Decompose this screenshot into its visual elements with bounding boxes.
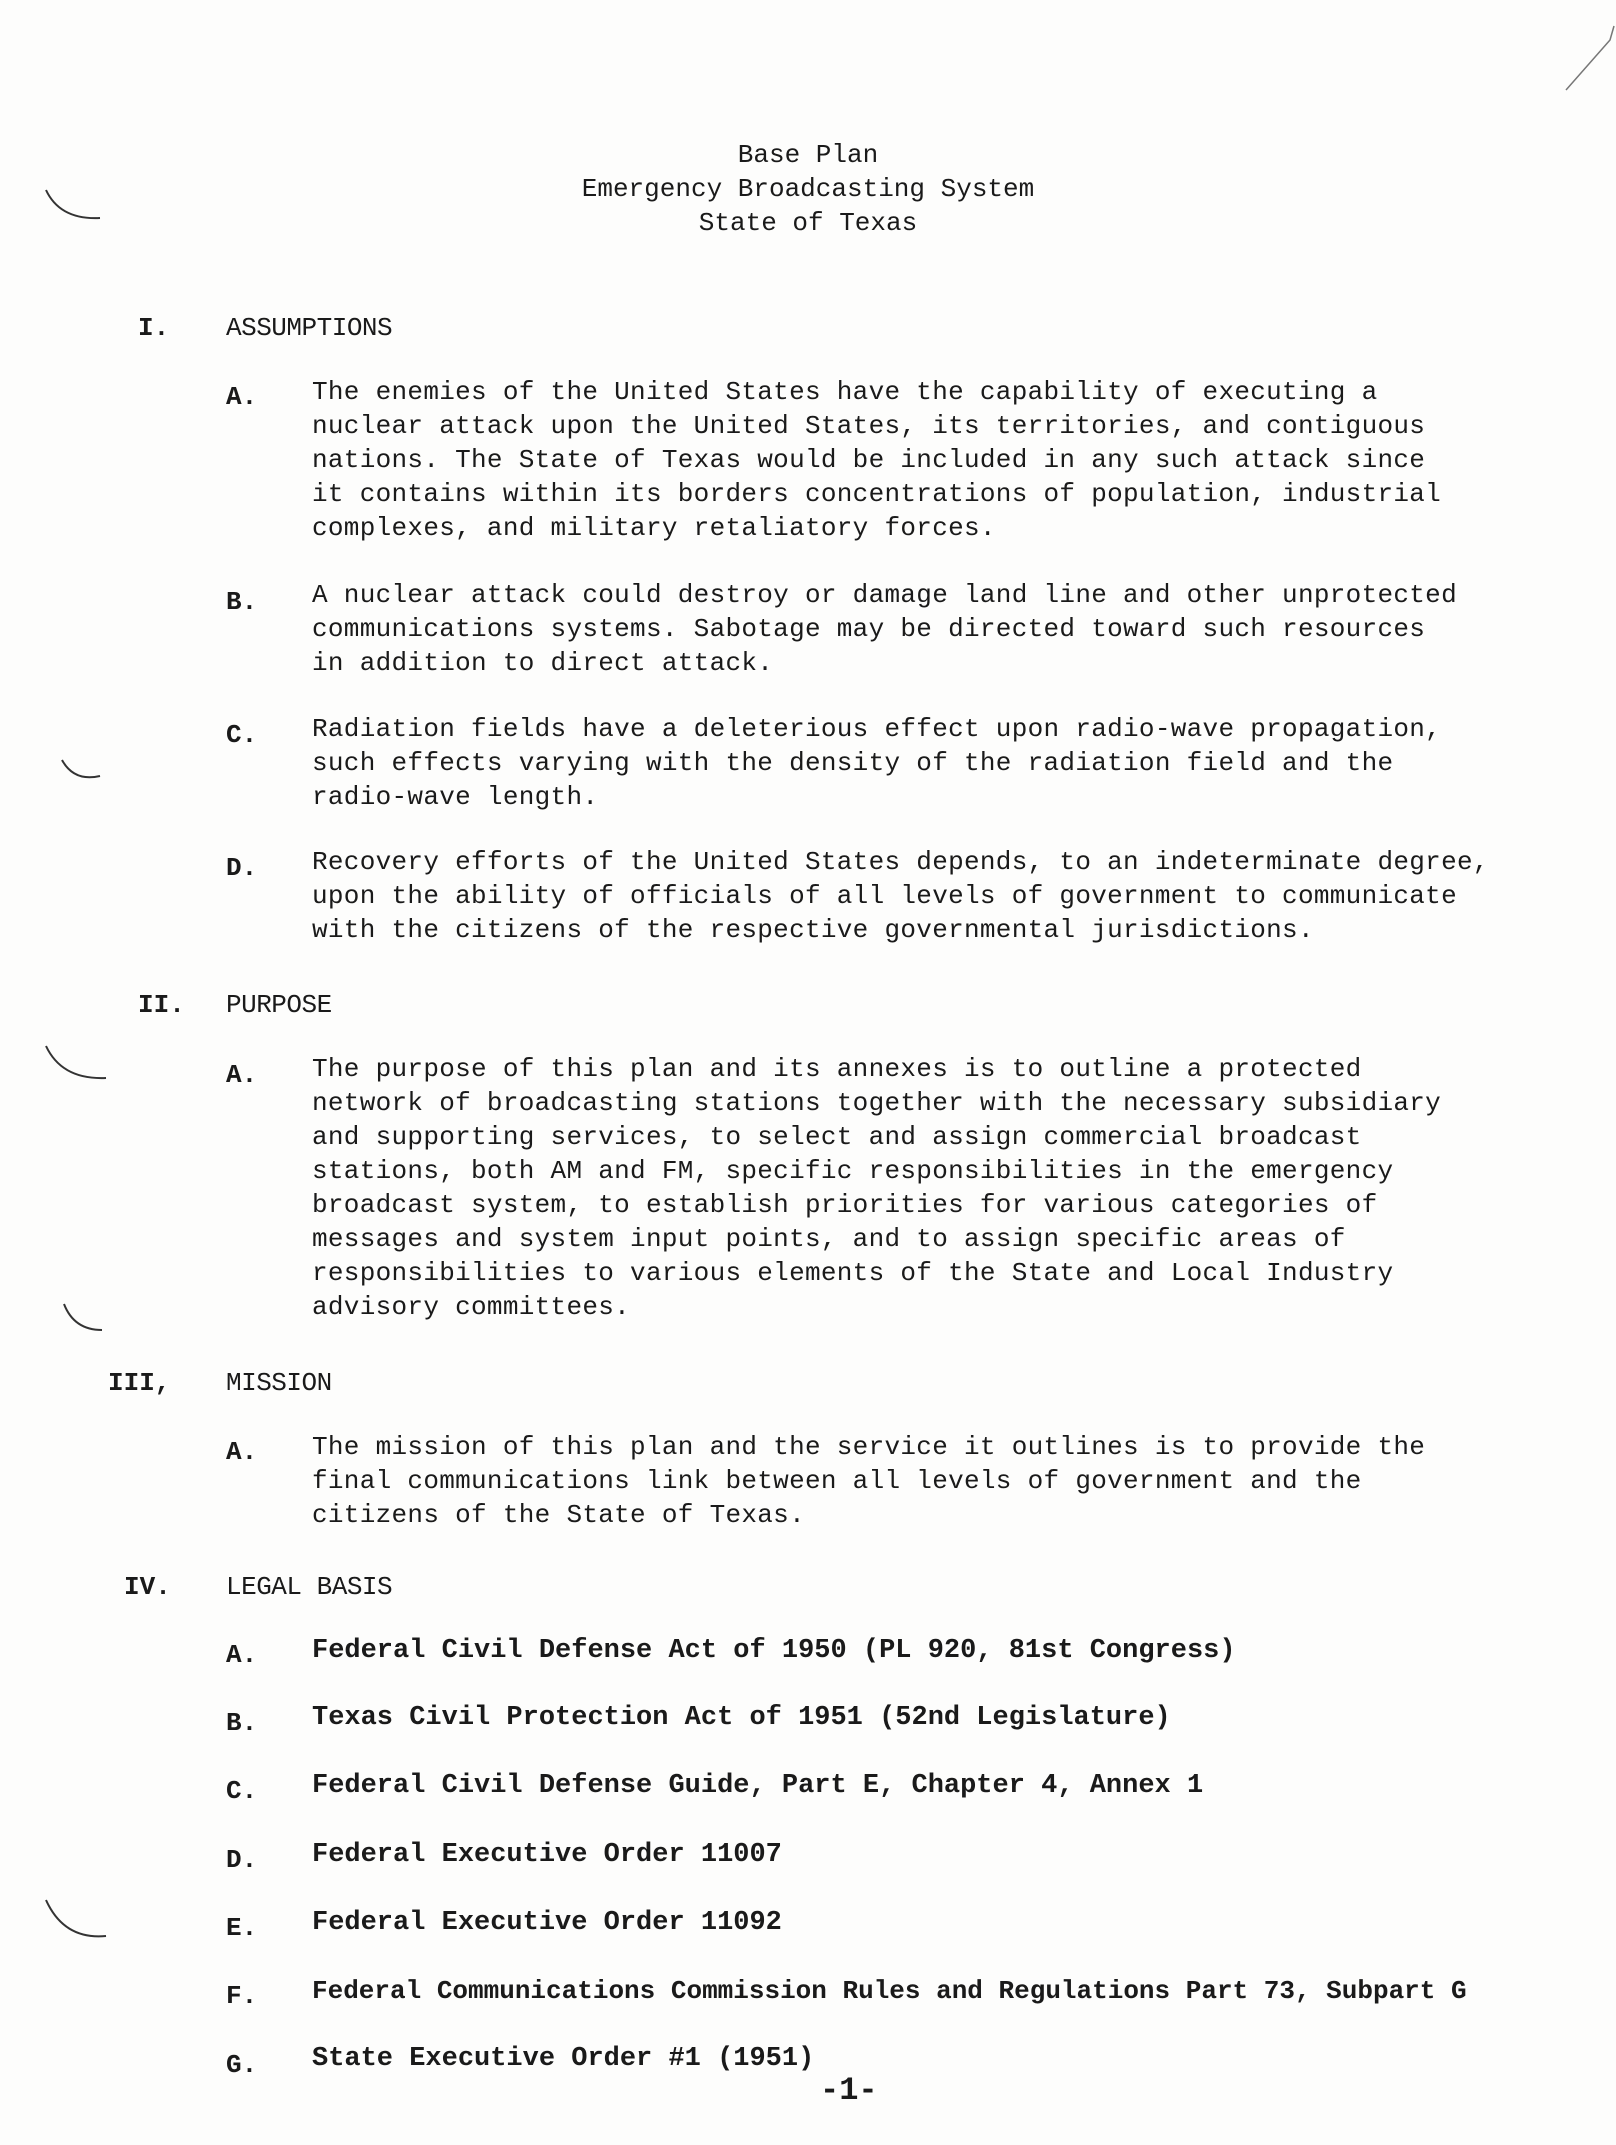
item-letter: A.: [226, 1437, 258, 1467]
legal-basis-item: Federal Executive Order 11007: [312, 1840, 782, 1870]
assumption-b-text: A nuclear attack could destroy or damage land line and other unprotected communications systems. Sabotage may be directed toward such resources in addition to direct attack.: [312, 580, 1457, 678]
title-line-3: State of Texas: [698, 208, 918, 238]
punch-hole-mark: [40, 750, 120, 790]
item-letter: A.: [226, 1060, 258, 1090]
corner-fold-mark: [1560, 20, 1616, 100]
section-heading-mission: MISSION: [226, 1368, 332, 1398]
mission-a-text: The mission of this plan and the service it outlines is to provide the final communications link between all levels of government and the citizens of the State of Texas.: [312, 1432, 1426, 1530]
item-letter: C.: [226, 1776, 258, 1806]
item-letter: C.: [226, 720, 258, 750]
title-line-1: Base Plan: [737, 140, 879, 170]
section-heading-legal-basis: LEGAL BASIS: [226, 1572, 393, 1602]
section-numeral: IV.: [124, 1572, 171, 1602]
section-heading-assumptions: ASSUMPTIONS: [226, 313, 393, 343]
item-letter: B.: [226, 1708, 258, 1738]
item-letter: D.: [226, 1845, 258, 1875]
assumption-a-text: The enemies of the United States have the capability of executing a nuclear attack upon the United States, its territories, and contiguous nations. The State of Texas would be included in any such attack since it contains within its borders concentrations of population, industrial complexes, and military retaliatory forces.: [312, 377, 1442, 543]
legal-basis-item: Federal Communications Commission Rules and Regulations Part 73, Subpart G: [312, 1976, 1467, 2006]
page-number: -1-: [820, 2072, 878, 2109]
item-letter: D.: [226, 853, 258, 883]
legal-basis-item: Texas Civil Protection Act of 1951 (52nd Legislature): [312, 1703, 1171, 1733]
section-numeral: II.: [138, 990, 185, 1020]
item-letter: F.: [226, 1981, 258, 2011]
legal-basis-item: State Executive Order #1 (1951): [312, 2044, 815, 2074]
item-letter: A.: [226, 382, 258, 412]
section-numeral: I.: [138, 313, 170, 343]
section-numeral: III,: [108, 1368, 171, 1398]
purpose-a-text: The purpose of this plan and its annexes is to outline a protected network of broadcasting stations together with the necessary subsidiary and supporting services, to select and assign commercial broadcast stations, both AM and FM, specific responsibilities in the emergency broadcast system, to establish priorities for various categories of messages and system input points, and to assign specific areas of responsibilities to various elements of the State and Local Industry advisory committees.: [312, 1054, 1442, 1322]
item-letter: G.: [226, 2050, 258, 2080]
document-title: [0, 138, 1616, 240]
legal-basis-item: Federal Civil Defense Act of 1950 (PL 920, 81st Congress): [312, 1636, 1236, 1666]
assumption-c-text: Radiation fields have a deleterious effect upon radio-wave propagation, such effects varying with the density of the radiation field and the radio-wave length.: [312, 714, 1442, 812]
item-letter: A.: [226, 1640, 258, 1670]
title-line-2: Emergency Broadcasting System: [581, 174, 1035, 204]
legal-basis-item: Federal Executive Order 11092: [312, 1908, 782, 1938]
legal-basis-item: Federal Civil Defense Guide, Part E, Chapter 4, Annex 1: [312, 1771, 1204, 1801]
punch-hole-mark: [40, 1890, 120, 1950]
item-letter: E.: [226, 1913, 258, 1943]
punch-hole-mark: [40, 1040, 120, 1090]
section-heading-purpose: PURPOSE: [226, 990, 332, 1020]
item-letter: B.: [226, 587, 258, 617]
assumption-d-text: Recovery efforts of the United States depends, to an indeterminate degree, upon the ability of officials of all levels of government to communicate with the citizens of the respective governmental jurisdictions.: [312, 847, 1489, 945]
punch-hole-mark: [40, 1300, 120, 1340]
